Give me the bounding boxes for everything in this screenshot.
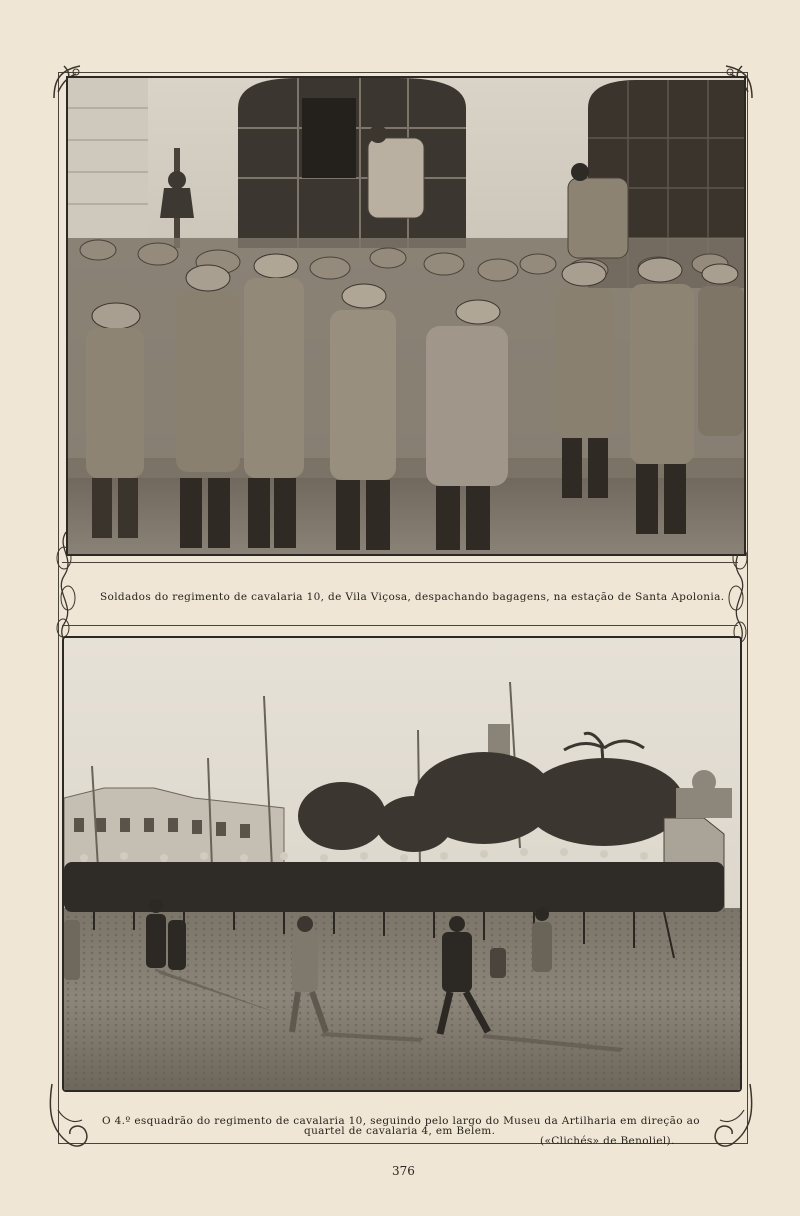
photo-cavalry-square	[62, 636, 742, 1092]
caption-bottom-line-2: quartel de cavalaria 4, em Belem.	[304, 1125, 496, 1137]
page-number: 376	[392, 1164, 415, 1178]
photo-soldiers-station	[66, 76, 746, 556]
photo-credit: («Clichés» de Benoliel).	[540, 1135, 675, 1147]
caption-top: Soldados do regimento de cavalaria 10, de Vila Viçosa, despachando bagagens, na estação de Santa Apolonia.	[100, 591, 725, 603]
soldiers-station-image	[68, 78, 744, 554]
caption-bottom-line-1: O 4.º esquadrão do regimento de cavalaria 10, seguindo pelo largo do Museu da Artilharia em direção ao	[102, 1115, 700, 1127]
cavalry-square-image	[64, 638, 740, 1090]
